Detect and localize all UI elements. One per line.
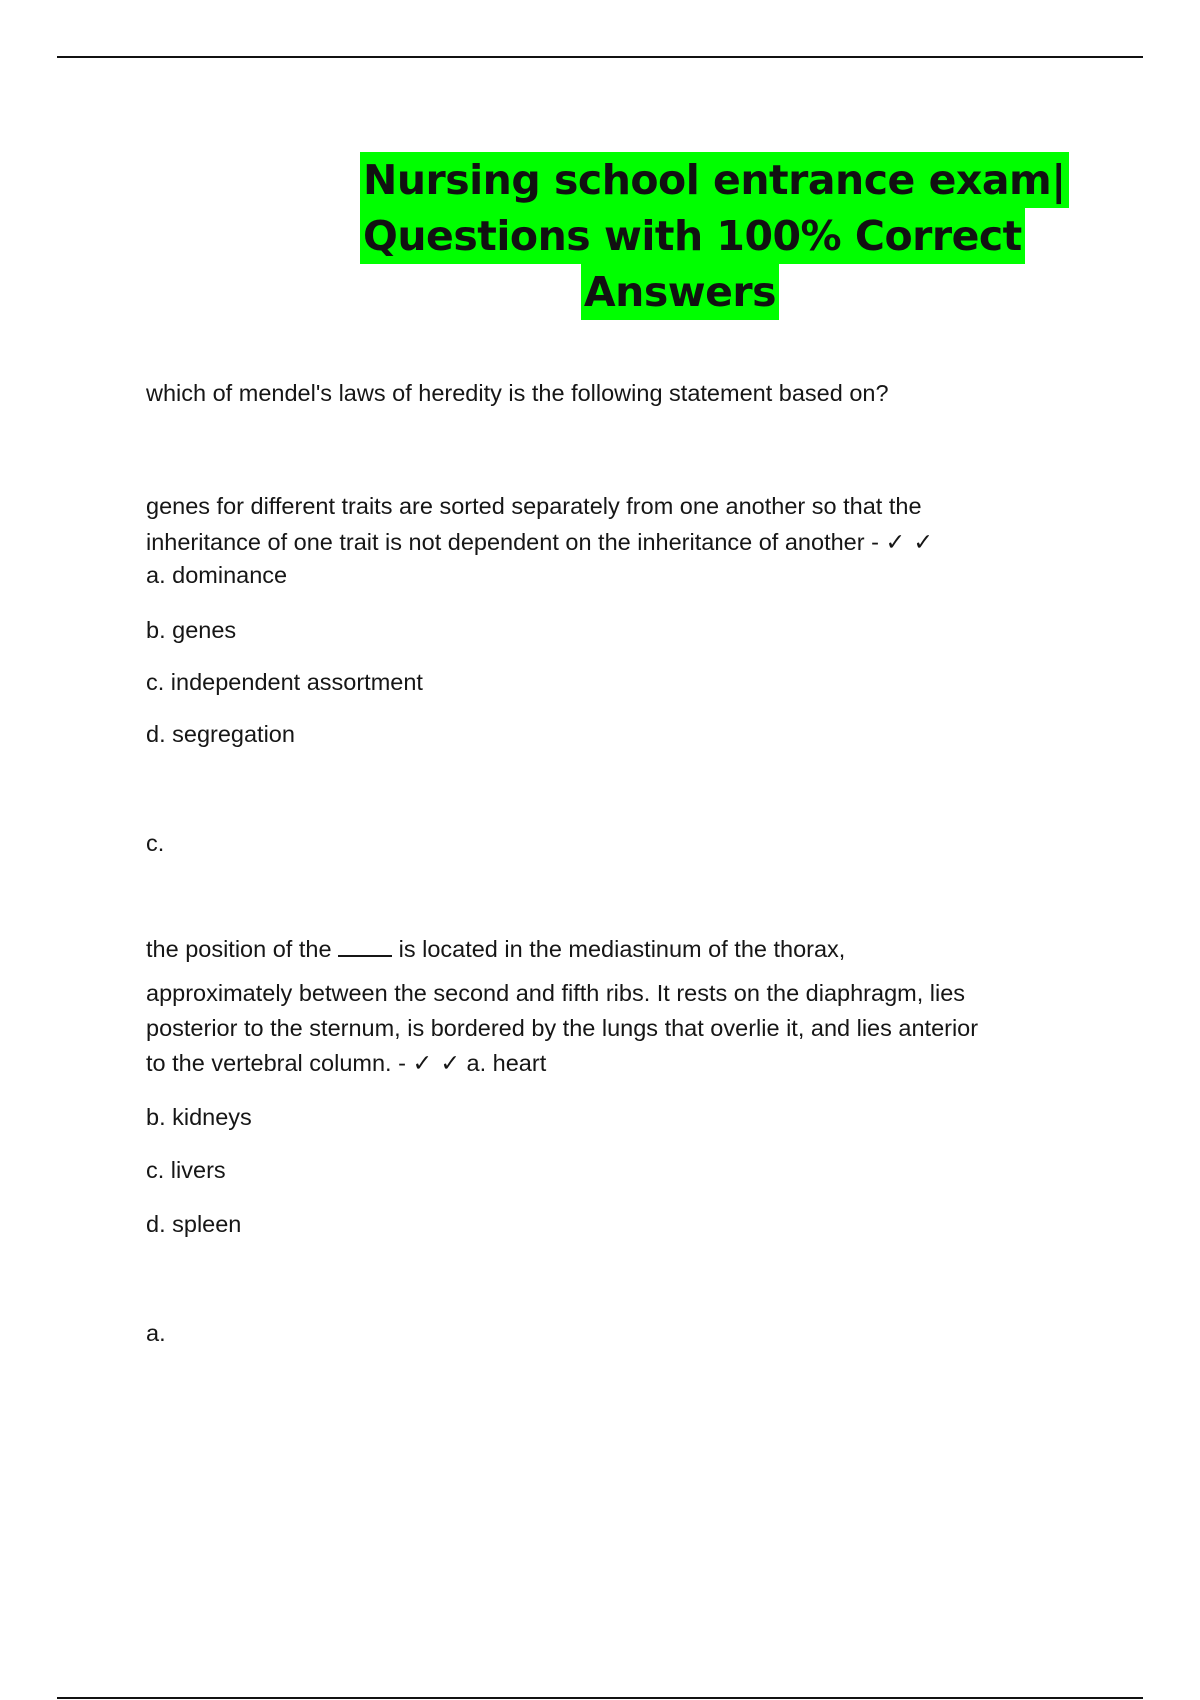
question-1-option-c: c. independent assortment xyxy=(146,669,423,695)
question-2-prompt-line-1 xyxy=(146,932,845,967)
question-1-option-a: a. dominance xyxy=(146,562,288,588)
check-marks-icon: ✓ ✓ xyxy=(412,1049,461,1077)
question-2-option-c: c. livers xyxy=(146,1157,226,1183)
question-2-prompt-line-2: approximately between the second and fifth ribs. It rests on the diaphragm, lies xyxy=(146,980,966,1006)
question-1-statement-line-2 xyxy=(146,525,933,560)
question-1-option-d: d. segregation xyxy=(146,721,295,747)
question-1-answer: c. xyxy=(146,830,165,856)
question-2-prompt-line-4 xyxy=(146,1046,546,1081)
bottom-rule xyxy=(57,1697,1143,1699)
question-2-option-a: a. heart xyxy=(460,1050,547,1076)
top-rule xyxy=(57,56,1143,58)
question-1-statement-text: inheritance of one trait is not dependent on the inheritance of another - xyxy=(146,529,886,555)
question-2-option-b: b. kidneys xyxy=(146,1104,252,1130)
title-line-3: Answers xyxy=(581,264,779,320)
question-2-prompt-line-3: posterior to the sternum, is bordered by the lungs that overlie it, and lies anterior xyxy=(146,1015,979,1041)
question-2-prompt-before: the position of the xyxy=(146,936,339,962)
question-2-answer: a. xyxy=(146,1320,166,1346)
title-line-1: Nursing school entrance exam| xyxy=(360,152,1069,208)
question-1-statement-line-1: genes for different traits are sorted separately from one another so that the xyxy=(146,493,922,519)
fill-in-blank xyxy=(338,937,392,957)
question-2-option-d: d. spleen xyxy=(146,1211,242,1237)
document-title xyxy=(360,152,1066,320)
title-line-2: Questions with 100% Correct xyxy=(360,208,1025,264)
check-marks-icon: ✓ ✓ xyxy=(885,528,934,556)
question-1-prompt: which of mendel's laws of heredity is the following statement based on? xyxy=(146,380,889,406)
question-1-option-b: b. genes xyxy=(146,617,237,643)
question-2-line-4-text: to the vertebral column. - xyxy=(146,1050,413,1076)
question-2-prompt-after: is located in the mediastinum of the thorax, xyxy=(392,936,846,962)
